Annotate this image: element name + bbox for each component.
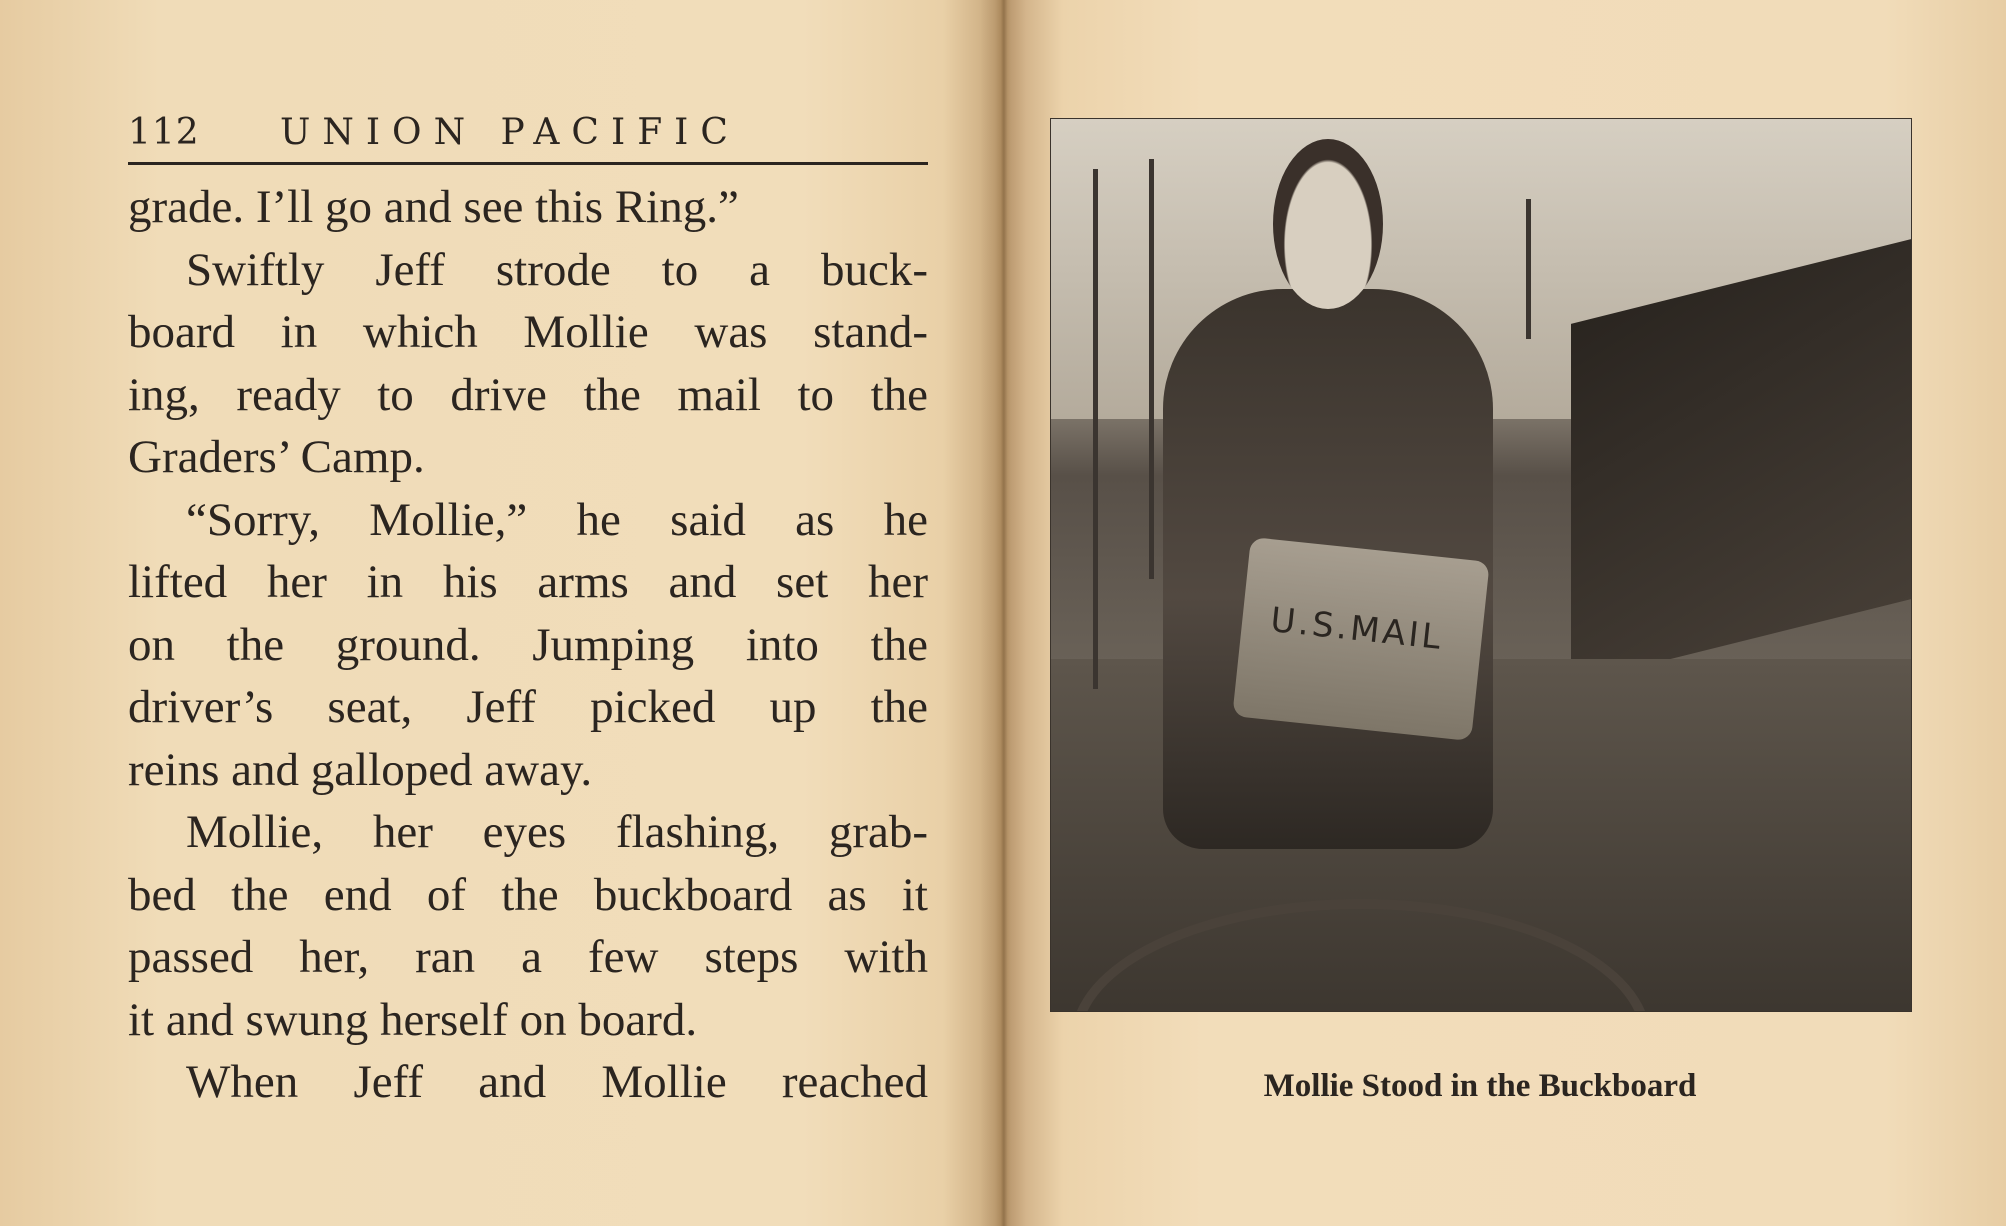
text-line: bed the end of the buckboard as it <box>128 868 928 921</box>
illustration-photo <box>1050 118 1912 1012</box>
text-line: ing, ready to drive the mail to the <box>128 368 928 421</box>
text-line: it and swung herself on board. <box>128 993 698 1046</box>
text-line: reins and galloped away. <box>128 743 593 796</box>
text-line: When Jeff and Mollie reached <box>186 1056 928 1108</box>
photo-woman-head <box>1273 139 1383 309</box>
photo-mail-bag-text: U.S.MAIL <box>1268 600 1446 658</box>
page-number: 112 <box>128 112 200 153</box>
text-line: Graders’ Camp. <box>128 431 425 483</box>
text-line: Swiftly Jeff strode to a buck- <box>186 243 928 296</box>
right-page <box>1004 0 2006 1226</box>
left-page <box>0 0 1002 1226</box>
text-line: Mollie, her eyes flashing, grab- <box>186 806 928 858</box>
photo-pole <box>1526 199 1531 339</box>
photo-caption: Mollie Stood in the Buckboard <box>1263 1068 1697 1104</box>
text-line: grade. I’ll go and see this Ring.” <box>128 181 739 233</box>
running-head <box>128 108 928 165</box>
text-line: passed her, ran a few steps with <box>128 931 928 983</box>
running-title: UNION PACIFIC <box>280 112 740 153</box>
text-line: driver’s seat, Jeff picked up the <box>128 681 928 733</box>
text-line: “Sorry, Mollie,” he said as he <box>186 493 928 546</box>
text-line: on the ground. Jumping into the <box>128 618 928 671</box>
photo-pole <box>1149 159 1154 579</box>
text-line: board in which Mollie was stand- <box>128 306 928 358</box>
body-text <box>128 176 928 1114</box>
text-line: lifted her in his arms and set her <box>128 556 928 608</box>
photo-pole <box>1093 169 1098 689</box>
